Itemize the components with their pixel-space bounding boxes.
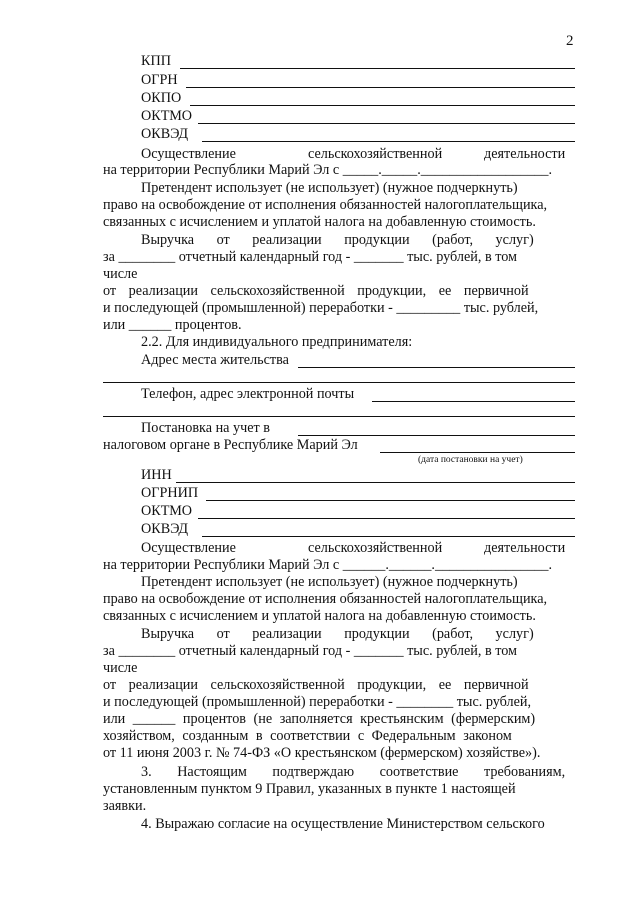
- ip-okved-field[interactable]: [202, 536, 575, 537]
- org-activity-word1: Осуществление: [141, 146, 236, 162]
- ip-activity-word1: Осуществление: [141, 540, 236, 556]
- ip-address-field[interactable]: [298, 367, 575, 368]
- okved-label: ОКВЭД: [141, 126, 189, 142]
- org-activity-word3: деятельности: [484, 146, 566, 162]
- ogrnip-field[interactable]: [206, 500, 575, 501]
- oktmo-field[interactable]: [198, 123, 575, 124]
- ip-revenue-line5: и последующей (промышленной) переработки - ________ тыс. рублей,: [103, 694, 532, 710]
- ip-phone-label: Телефон, адрес электронной почты: [141, 386, 355, 402]
- ip-revenue-line7: хозяйством, созданным в соответствии с Федеральным законом: [103, 728, 512, 744]
- ip-registration-date-field[interactable]: [380, 452, 575, 453]
- ogrnip-label: ОГРНИП: [141, 485, 199, 501]
- ip-revenue-line8: от 11 июня 2003 г. № 74-ФЗ «О крестьянском (фермерском) хозяйстве»).: [103, 745, 541, 761]
- kpp-field[interactable]: [180, 68, 575, 69]
- oktmo-label: ОКТМО: [141, 108, 193, 124]
- org-claimant-line3: связанных с исчислением и уплатой налога на добавленную стоимость.: [103, 214, 536, 230]
- ip-section-heading: 2.2. Для индивидуального предпринимателя:: [141, 334, 413, 350]
- inn-field[interactable]: [176, 482, 575, 483]
- ip-oktmo-label: ОКТМО: [141, 503, 193, 519]
- item3-line2: установленным пунктом 9 Правил, указанных в пункте 1 настоящей: [103, 781, 516, 797]
- org-claimant-line2: право на освобождение от исполнения обязанностей налогоплательщика,: [103, 197, 548, 213]
- org-revenue-line6: или ______ процентов.: [103, 317, 242, 333]
- ip-okved-label: ОКВЭД: [141, 521, 189, 537]
- inn-label: ИНН: [141, 467, 172, 483]
- org-revenue-line1: Выручка от реализации продукции (работ, услуг): [141, 232, 534, 248]
- ip-activity-word2: сельскохозяйственной: [308, 540, 443, 556]
- item4-line1: 4. Выражаю согласие на осуществление Министерством сельского: [141, 816, 545, 832]
- org-revenue-line2: за ________ отчетный календарный год - _______ тыс. рублей, в том: [103, 249, 518, 265]
- ip-registration-caption: (дата постановки на учет): [418, 455, 523, 465]
- org-revenue-line5: и последующей (промышленной) переработки - _________ тыс. рублей,: [103, 300, 539, 316]
- ip-revenue-line2: за ________ отчетный календарный год - _______ тыс. рублей, в том: [103, 643, 518, 659]
- okved-field[interactable]: [202, 141, 575, 142]
- org-activity-date-line: на территории Республики Марий Эл с _____._____.__________________.: [103, 162, 553, 178]
- org-revenue-line3: числе: [103, 266, 138, 282]
- ip-claimant-line3: связанных с исчислением и уплатой налога на добавленную стоимость.: [103, 608, 536, 624]
- kpp-label: КПП: [141, 53, 171, 69]
- ogrn-field[interactable]: [186, 87, 575, 88]
- item3-line1: 3. Настоящим подтверждаю соответствие требованиям,: [141, 764, 566, 780]
- org-revenue-line4: от реализации сельскохозяйственной продукции, ее первичной: [103, 283, 529, 299]
- page-number: 2: [566, 33, 574, 49]
- ip-revenue-line3: числе: [103, 660, 138, 676]
- item3-line3: заявки.: [103, 798, 147, 814]
- ip-oktmo-field[interactable]: [198, 518, 575, 519]
- ip-registration-line1: Постановка на учет в: [141, 420, 270, 436]
- ip-revenue-line4: от реализации сельскохозяйственной продукции, ее первичной: [103, 677, 529, 693]
- ip-registration-line2: налоговом органе в Республике Марий Эл: [103, 437, 358, 453]
- ip-registration-field[interactable]: [298, 435, 575, 436]
- okpo-label: ОКПО: [141, 90, 182, 106]
- ip-claimant-line2: право на освобождение от исполнения обязанностей налогоплательщика,: [103, 591, 548, 607]
- ip-claimant-line1: Претендент использует (не использует) (нужное подчеркнуть): [141, 574, 518, 590]
- ip-revenue-line6: или ______ процентов (не заполняется крестьянским (фермерским): [103, 711, 536, 727]
- ip-phone-field[interactable]: [372, 401, 575, 402]
- org-claimant-line1: Претендент использует (не использует) (нужное подчеркнуть): [141, 180, 518, 196]
- ip-address-label: Адрес места жительства: [141, 352, 289, 368]
- ip-revenue-line1: Выручка от реализации продукции (работ, услуг): [141, 626, 534, 642]
- ip-phone-field-line2[interactable]: [103, 416, 575, 417]
- org-activity-word2: сельскохозяйственной: [308, 146, 443, 162]
- ip-address-field-line2[interactable]: [103, 382, 575, 383]
- okpo-field[interactable]: [190, 105, 575, 106]
- ip-activity-word3: деятельности: [484, 540, 566, 556]
- ogrn-label: ОГРН: [141, 72, 178, 88]
- ip-activity-date-line: на территории Республики Марий Эл с ______.______.________________.: [103, 557, 553, 573]
